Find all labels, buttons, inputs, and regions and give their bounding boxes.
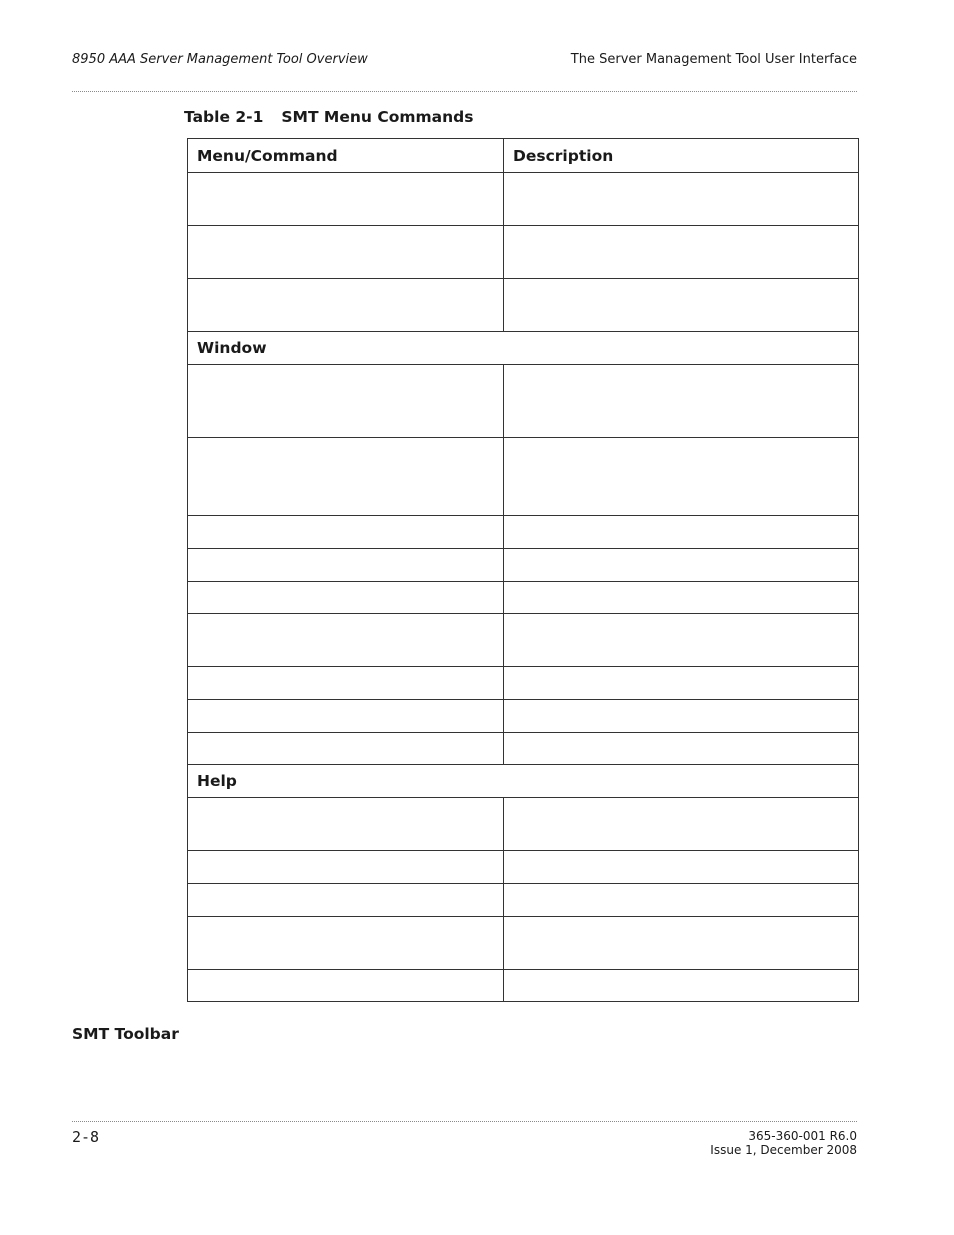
table-row bbox=[188, 884, 859, 917]
issue-date: Issue 1, December 2008 bbox=[710, 1143, 857, 1157]
cell-description bbox=[504, 549, 859, 582]
cell-description bbox=[504, 226, 859, 279]
cell-description bbox=[504, 516, 859, 549]
cell-description bbox=[504, 173, 859, 226]
cell-command bbox=[188, 582, 504, 614]
cell-description bbox=[504, 798, 859, 851]
cell-description bbox=[504, 700, 859, 733]
cell-command bbox=[188, 733, 504, 765]
cell-command bbox=[188, 700, 504, 733]
table-number: Table 2-1 bbox=[184, 108, 264, 126]
cell-command bbox=[188, 798, 504, 851]
cell-command bbox=[188, 549, 504, 582]
cell-description bbox=[504, 917, 859, 970]
doc-number: 365-360-001 R6.0 bbox=[748, 1129, 857, 1143]
table-row bbox=[188, 173, 859, 226]
table-row bbox=[188, 667, 859, 700]
section-heading-smt-toolbar: SMT Toolbar bbox=[72, 1025, 179, 1043]
document-identifier bbox=[710, 1129, 857, 1157]
table-row bbox=[188, 582, 859, 614]
cell-command bbox=[188, 884, 504, 917]
cell-command bbox=[188, 279, 504, 332]
cell-description bbox=[504, 614, 859, 667]
table-row bbox=[188, 614, 859, 667]
section-row-help bbox=[188, 765, 859, 798]
smt-menu-commands-table bbox=[187, 138, 859, 1002]
table-row bbox=[188, 851, 859, 884]
cell-command bbox=[188, 226, 504, 279]
cell-command bbox=[188, 365, 504, 438]
footer-divider bbox=[72, 1121, 857, 1122]
cell-command bbox=[188, 667, 504, 700]
cell-command bbox=[188, 851, 504, 884]
column-header-description: Description bbox=[504, 139, 859, 173]
cell-description bbox=[504, 667, 859, 700]
cell-description bbox=[504, 582, 859, 614]
table-row bbox=[188, 279, 859, 332]
cell-description bbox=[504, 438, 859, 516]
cell-command bbox=[188, 173, 504, 226]
cell-command bbox=[188, 917, 504, 970]
cell-command bbox=[188, 438, 504, 516]
table-row bbox=[188, 798, 859, 851]
table-row bbox=[188, 970, 859, 1002]
section-label-help: Help bbox=[188, 765, 859, 798]
table-row bbox=[188, 549, 859, 582]
table-row bbox=[188, 226, 859, 279]
cell-description bbox=[504, 970, 859, 1002]
cell-description bbox=[504, 884, 859, 917]
cell-command bbox=[188, 970, 504, 1002]
table-row bbox=[188, 733, 859, 765]
table-row bbox=[188, 365, 859, 438]
section-row-window bbox=[188, 332, 859, 365]
table-row bbox=[188, 438, 859, 516]
table-header-row bbox=[188, 139, 859, 173]
cell-description bbox=[504, 851, 859, 884]
table-row bbox=[188, 917, 859, 970]
table-row bbox=[188, 700, 859, 733]
cell-command bbox=[188, 516, 504, 549]
table-row bbox=[188, 516, 859, 549]
cell-command bbox=[188, 614, 504, 667]
section-label-window: Window bbox=[188, 332, 859, 365]
column-header-command: Menu/Command bbox=[188, 139, 504, 173]
running-header-section: The Server Management Tool User Interface bbox=[570, 52, 857, 67]
cell-description bbox=[504, 365, 859, 438]
cell-description bbox=[504, 279, 859, 332]
running-header-title: 8950 AAA Server Management Tool Overview bbox=[72, 52, 368, 67]
page-number: 2-8 bbox=[72, 1128, 100, 1146]
table-caption bbox=[184, 108, 473, 126]
cell-description bbox=[504, 733, 859, 765]
table-title: SMT Menu Commands bbox=[281, 108, 474, 126]
header-divider bbox=[72, 91, 857, 92]
